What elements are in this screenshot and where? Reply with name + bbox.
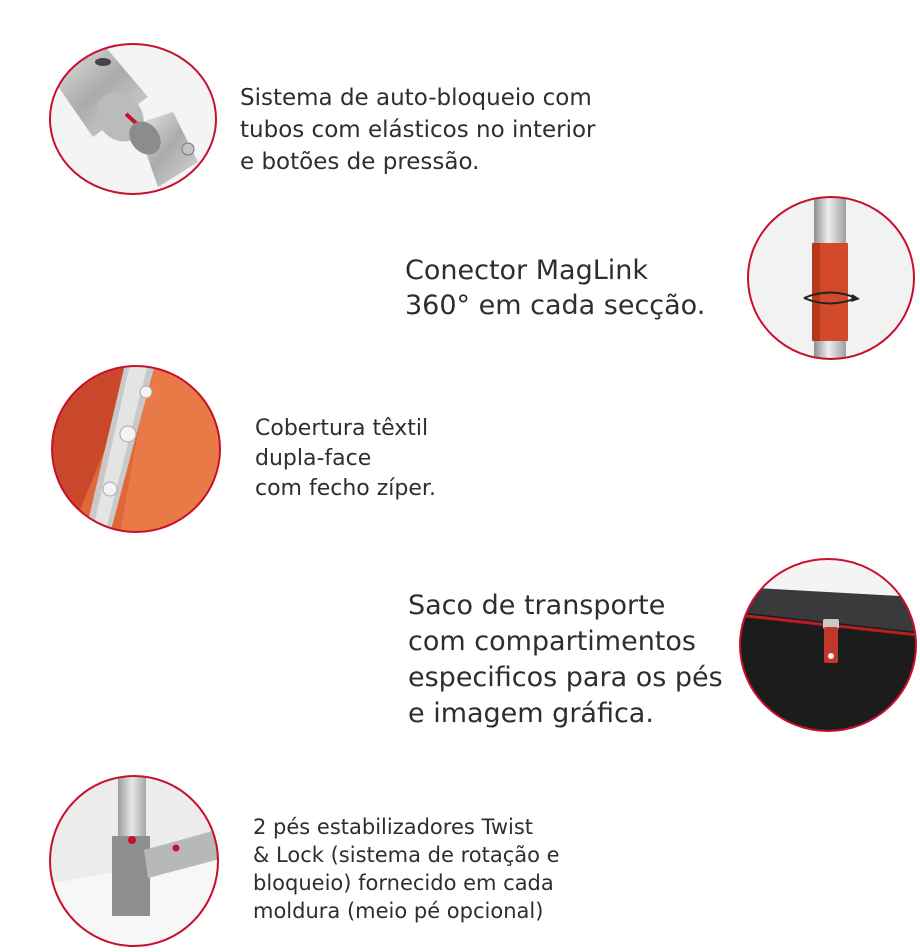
feature-text-locking: Sistema de auto-bloqueio com tubos com elásticos no interior e botões de pressão.	[240, 85, 596, 175]
feature-text-maglink: Conector MagLink 360° em cada secção.	[405, 255, 706, 321]
feature-text-bag: Saco de transporte com compartimentos especificos para os pés e imagem gráfica.	[408, 590, 723, 729]
feature-text-feet: 2 pés estabilizadores Twist & Lock (sistema de rotação e bloqueio) fornecido em cada moldura (meio pé opcional)	[253, 815, 560, 923]
twist-lock-feet-photo	[48, 774, 220, 948]
transport-bag-photo	[738, 557, 918, 733]
zipper-fabric-photo	[50, 364, 222, 534]
feature-text-cover: Cobertura têxtil dupla-face com fecho zíper.	[255, 416, 436, 501]
maglink-connector-photo	[746, 195, 916, 361]
locking-tube-photo	[48, 42, 218, 196]
